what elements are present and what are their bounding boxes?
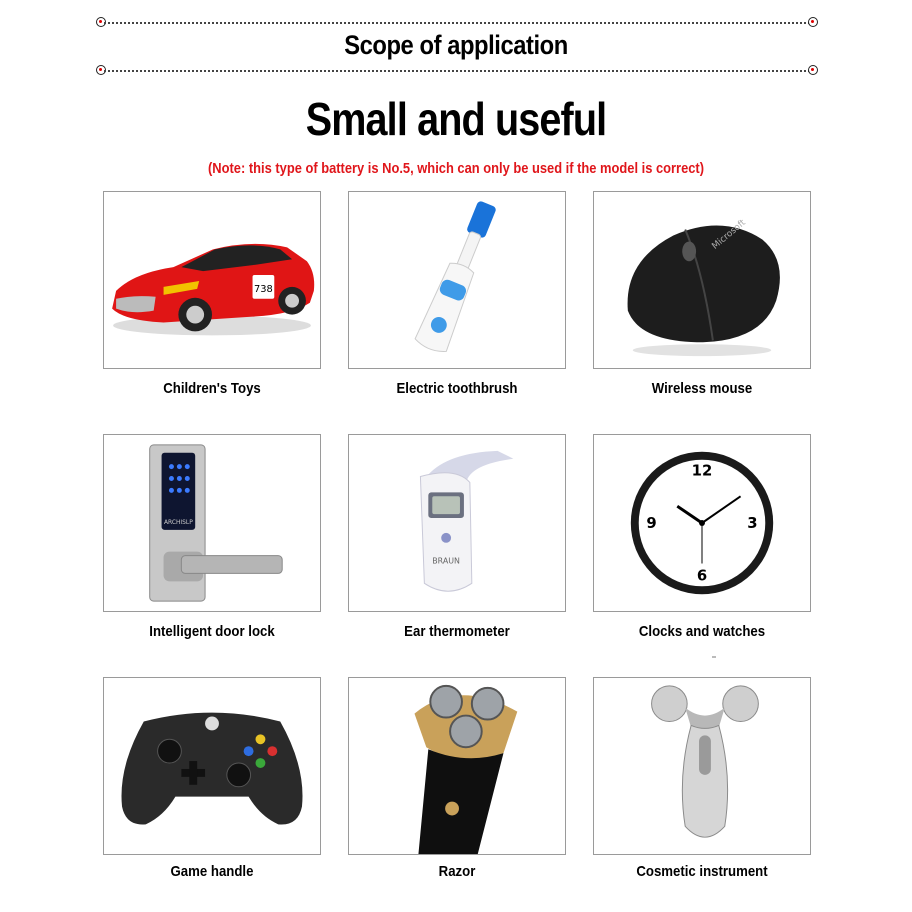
toy-car-icon: [104, 192, 320, 368]
clock-icon: [594, 435, 810, 611]
label-intelligent-door-lock: Intelligent door lock: [149, 623, 275, 640]
card-game-handle: [103, 677, 321, 855]
divider-dot: [808, 17, 818, 27]
label-clocks-and-watches: Clocks and watches: [638, 623, 766, 640]
massage-roller-icon: [594, 678, 810, 854]
card-childrens-toys: [103, 191, 321, 369]
label-cosmetic-instrument: Cosmetic instrument: [636, 863, 768, 880]
section-title: Scope of application: [344, 30, 568, 60]
label-electric-toothbrush: Electric toothbrush: [396, 380, 518, 397]
clock-numeral-12: 12: [691, 462, 713, 480]
lock-brand-text: ARCHISLP: [163, 518, 193, 526]
label-razor: Razor: [438, 863, 476, 880]
label-game-handle: Game handle: [170, 863, 254, 880]
label-wireless-mouse: Wireless mouse: [651, 380, 753, 397]
mouse-brand-text: Microsoft: [710, 218, 748, 252]
dotted-line: [104, 22, 810, 24]
thermometer-icon: [349, 435, 565, 611]
dotted-line: [104, 70, 810, 72]
toothbrush-icon: [349, 192, 565, 368]
clock-numeral-6: 6: [696, 567, 708, 585]
card-wireless-mouse: [593, 191, 811, 369]
card-intelligent-door-lock: [103, 434, 321, 612]
label-ear-thermometer: Ear thermometer: [404, 623, 510, 640]
gamepad-icon: [104, 678, 320, 854]
car-number-text: 738: [253, 283, 273, 295]
razor-icon: [349, 678, 565, 854]
card-electric-toothbrush: [348, 191, 566, 369]
divider-dot: [808, 65, 818, 75]
decorative-mark: [712, 656, 716, 658]
card-cosmetic-instrument: [593, 677, 811, 855]
clock-numeral-9: 9: [646, 514, 657, 532]
card-clocks-and-watches: [593, 434, 811, 612]
card-ear-thermometer: [348, 434, 566, 612]
battery-note: (Note: this type of battery is No.5, which can only be used if the model is correct): [207, 160, 705, 177]
clock-numeral-3: 3: [747, 514, 758, 532]
door-lock-icon: [104, 435, 320, 611]
label-childrens-toys: Children's Toys: [163, 380, 261, 397]
bottom-divider: [96, 68, 818, 74]
mouse-icon: [594, 192, 810, 368]
page-title: Small and useful: [305, 93, 607, 145]
thermo-brand-text: BRAUN: [432, 556, 460, 566]
card-razor: [348, 677, 566, 855]
top-divider: [96, 20, 818, 26]
